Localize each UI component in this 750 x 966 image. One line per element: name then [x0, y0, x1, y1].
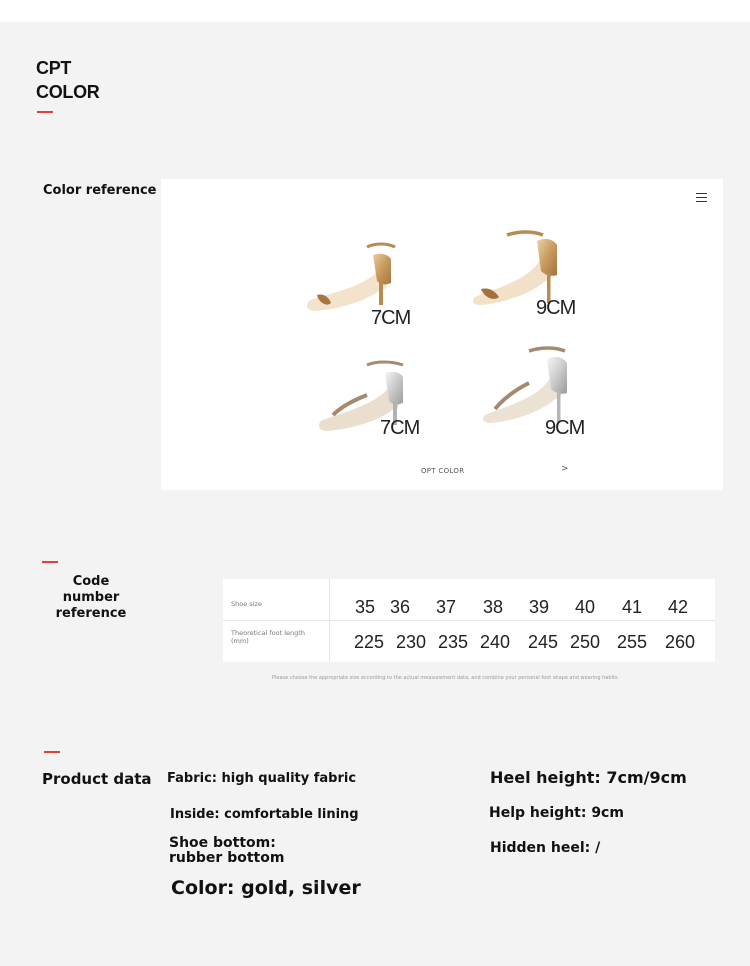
length-cell: 260 — [664, 632, 696, 652]
size-table — [223, 579, 715, 662]
photo-next-arrow[interactable]: > — [561, 464, 569, 474]
color-reference-photo — [161, 179, 723, 490]
menu-icon[interactable] — [696, 193, 707, 202]
shoe-size-label: 7CM — [380, 417, 420, 439]
product-data-label: Product data — [42, 770, 152, 788]
shoe-bottom-line-1: Shoe bottom: — [169, 835, 276, 851]
fabric-spec: Fabric: high quality fabric — [167, 771, 357, 786]
size-cell: 35 — [354, 597, 376, 617]
length-cell: 230 — [395, 632, 427, 652]
length-cell: 225 — [353, 632, 385, 652]
inside-spec: Inside: comfortable lining — [170, 807, 359, 822]
heel-height-spec: Heel height: 7cm/9cm — [490, 768, 687, 787]
length-cell: 235 — [437, 632, 469, 652]
code-accent-line — [42, 561, 58, 563]
header-line-1: CPT — [36, 58, 72, 78]
shoe-bottom-line-2: rubber bottom — [169, 850, 285, 866]
code-reference-label: Code number reference — [55, 574, 127, 621]
color-spec: Color: gold, silver — [171, 877, 361, 899]
length-cell: 240 — [479, 632, 511, 652]
size-cell: 37 — [435, 597, 457, 617]
header-accent-line — [37, 111, 53, 113]
shoe-size-row-label: Shoe size — [231, 600, 262, 608]
size-cell: 39 — [528, 597, 550, 617]
top-bar — [0, 0, 750, 22]
table-divider — [223, 620, 715, 621]
photo-caption: OPT COLOR — [421, 467, 465, 475]
shoe-image-gold-7cm — [301, 237, 401, 317]
shoe-bottom-spec — [169, 836, 284, 866]
size-cell: 36 — [389, 597, 411, 617]
length-cell: 250 — [569, 632, 601, 652]
section-header — [36, 56, 100, 104]
size-cell: 41 — [621, 597, 643, 617]
size-cell: 42 — [667, 597, 689, 617]
table-divider — [329, 579, 330, 662]
foot-length-row-label: Theoretical foot length (mm) — [231, 629, 305, 645]
size-cell: 38 — [482, 597, 504, 617]
shoe-size-label: 9CM — [545, 417, 585, 439]
size-table-note: Please choose the appropriate size according to the actual measurement data, and combine your personal foot shape and wearing habits. — [272, 675, 620, 681]
shoe-size-label: 7CM — [371, 307, 411, 329]
shoe-size-label: 9CM — [536, 297, 576, 319]
header-line-2: COLOR — [36, 82, 100, 102]
length-cell: 245 — [527, 632, 559, 652]
length-cell: 255 — [616, 632, 648, 652]
product-accent-line — [44, 751, 60, 753]
help-height-spec: Help height: 9cm — [489, 805, 624, 821]
color-reference-label: Color reference — [43, 183, 157, 198]
size-cell: 40 — [574, 597, 596, 617]
hidden-heel-spec: Hidden heel: / — [490, 840, 601, 856]
